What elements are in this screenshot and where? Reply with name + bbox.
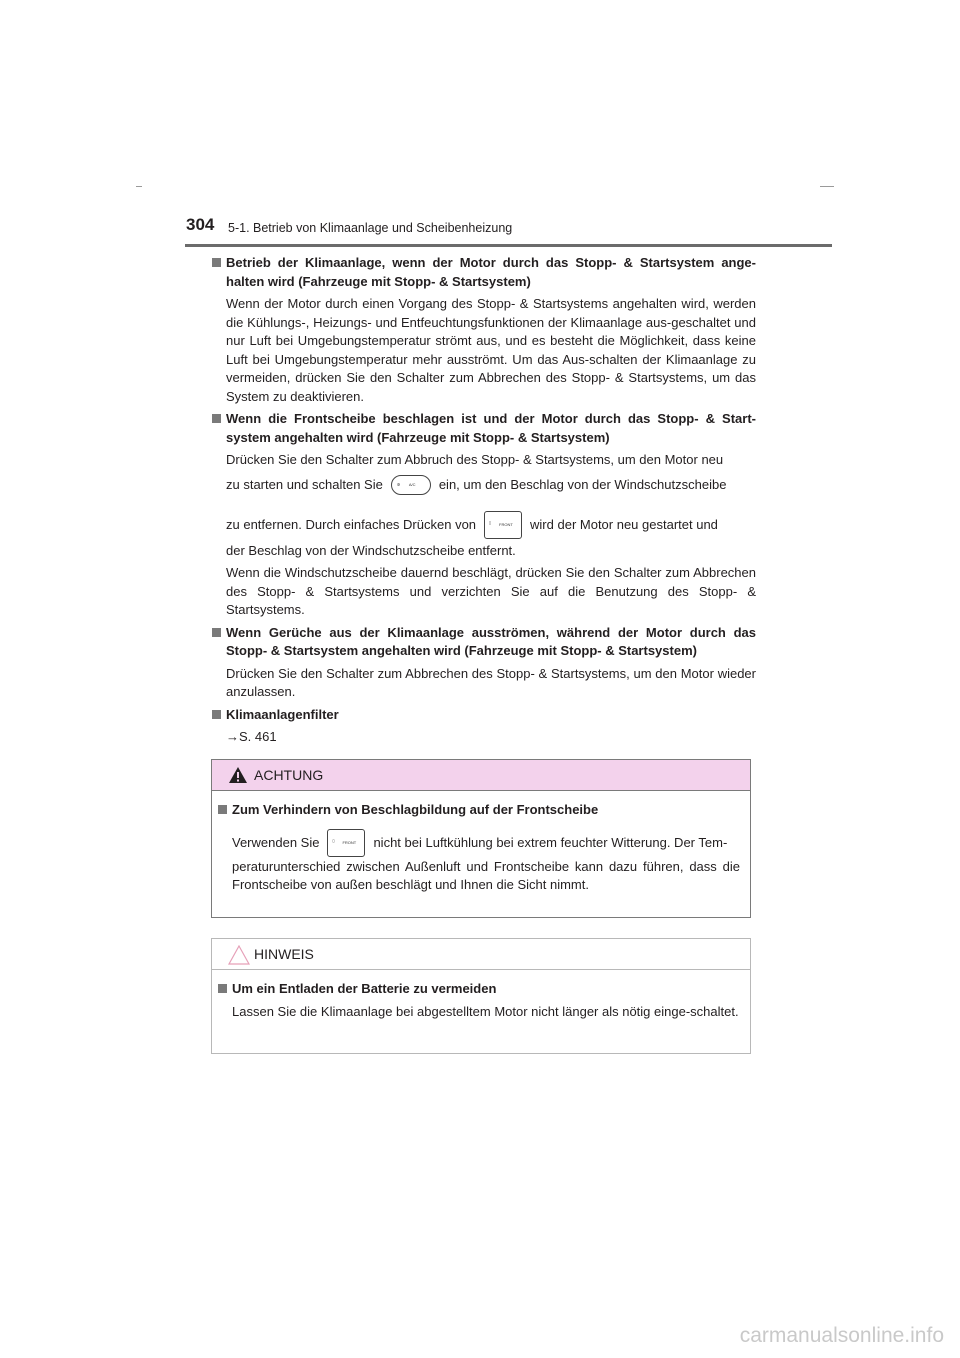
paragraph-with-icon: zu entfernen. Durch einfaches Drücken von ▯ FRONT wird der Motor neu gestartet und: [226, 506, 756, 544]
bullet-square-icon: [212, 628, 221, 637]
paragraph: Drücken Sie den Schalter zum Abbruch des Stopp- & Startsystems, um den Motor neu: [226, 452, 724, 467]
page-number: 304: [186, 215, 215, 234]
section-windshield-fog: [210, 410, 756, 620]
ac-button-icon: ✲ A/C: [391, 475, 431, 495]
paragraph: Wenn die Windschutzscheibe dauernd beschlägt, drücken Sie den Schalter zum Abbrechen des Stopp- & Startsystems und verzichten Sie auf die Benutzung des Stopp- & Startsystems.: [226, 565, 756, 617]
front-defogger-button-icon: ▯ FRONT: [327, 829, 365, 857]
running-head: 5-1. Betrieb von Klimaanlage und Scheibenheizung: [228, 221, 513, 235]
front-defogger-button-icon: ▯ FRONT: [484, 511, 522, 539]
main-content: [210, 254, 756, 751]
bullet-square-icon: [218, 805, 227, 814]
bullet-square-icon: [212, 414, 221, 423]
section-title: Betrieb der Klimaanlage, wenn der Motor durch das Stopp- & Startsystem ange-halten wird (Fahrzeuge mit Stopp- & Startsystem): [226, 255, 756, 289]
note-text: Lassen Sie die Klimaanlage bei abgestelltem Motor nicht länger als nötig einge-schaltet.: [232, 1003, 739, 1019]
section-body: Wenn der Motor durch einen Vorgang des Stopp- & Startsystems angehalten wird, werden die Kühlungs-, Heizungs- und Entfeuchtungsfunktionen der Klimaanlage aus-geschaltet und nur Luft bei Umgebungstemperatur strömt aus, und es besteht die Möglichkeit, dass keine Luft bei Umgebungstemperatur mehr ausströmt. Um das Aus-schalten der Klimaanlage zu vermeiden, drücken Sie den Schalter zum Abbrechen des Stopp- & Startsystems, um das System zu deaktivieren.: [226, 296, 756, 404]
section-body: Drücken Sie den Schalter zum Abbrechen des Stopp- & Startsystems, um den Motor wieder anzulassen.: [226, 665, 756, 699]
caution-title: ACHTUNG: [254, 767, 324, 783]
section-title: Wenn die Frontscheibe beschlagen ist und der Motor durch das Stopp- & Start-system angehalten wird (Fahrzeuge mit Stopp- & Startsystem): [226, 411, 756, 445]
section-odors: [210, 624, 756, 702]
section-title: Klimaanlagenfilter: [226, 706, 339, 722]
paragraph-with-icon: zu starten und schalten Sie ✲ A/C ein, um den Beschlag von der Windschutzscheibe: [226, 466, 756, 504]
note-section-title: Um ein Entladen der Batterie zu vermeiden: [232, 981, 497, 996]
caution-text: peraturunterschied zwischen Außenluft und Frontscheibe kann dazu führen, dass die Frontscheibe von außen beschlägt und Ihnen die Sicht nimmt.: [232, 858, 740, 892]
header-rule: [185, 244, 832, 247]
caution-section-title: Zum Verhindern von Beschlagbildung auf der Frontscheibe: [232, 802, 599, 817]
note-title: HINWEIS: [254, 946, 314, 962]
warning-triangle-icon: [228, 766, 248, 784]
section-ac-stop-start: [210, 254, 756, 406]
bullet-square-icon: [218, 984, 227, 993]
crop-mark-left: [136, 186, 142, 187]
notice-triangle-icon: [228, 945, 250, 965]
section-title: Wenn Gerüche aus der Klimaanlage ausströmen, während der Motor durch das Stopp- & Startsystem angehalten wird (Fahrzeuge mit Stopp- & Startsystem): [226, 624, 756, 658]
watermark: carmanualsonline.info: [739, 1324, 944, 1347]
bullet-square-icon: [212, 710, 221, 719]
note-box: [211, 938, 751, 1054]
bullet-square-icon: [212, 258, 221, 267]
crop-mark-right: [820, 186, 834, 187]
section-filter: [210, 706, 756, 747]
page-reference-link[interactable]: →S. 461: [226, 729, 277, 744]
caution-box: ACHTUNG Zum Verhindern von Beschlagbildung auf der Frontscheibe Verwenden Sie ▯ FRONT nicht bei Luftkühlung bei extrem feuchter Witterung. Der Tem- peraturunterschied zwischen Außenluft und Frontscheibe kann dazu führen, dass die Frontscheibe von außen beschlägt und Ihnen die Sicht nimmt.: [211, 759, 751, 918]
paragraph: der Beschlag von der Windschutzscheibe entfernt.: [226, 542, 516, 558]
